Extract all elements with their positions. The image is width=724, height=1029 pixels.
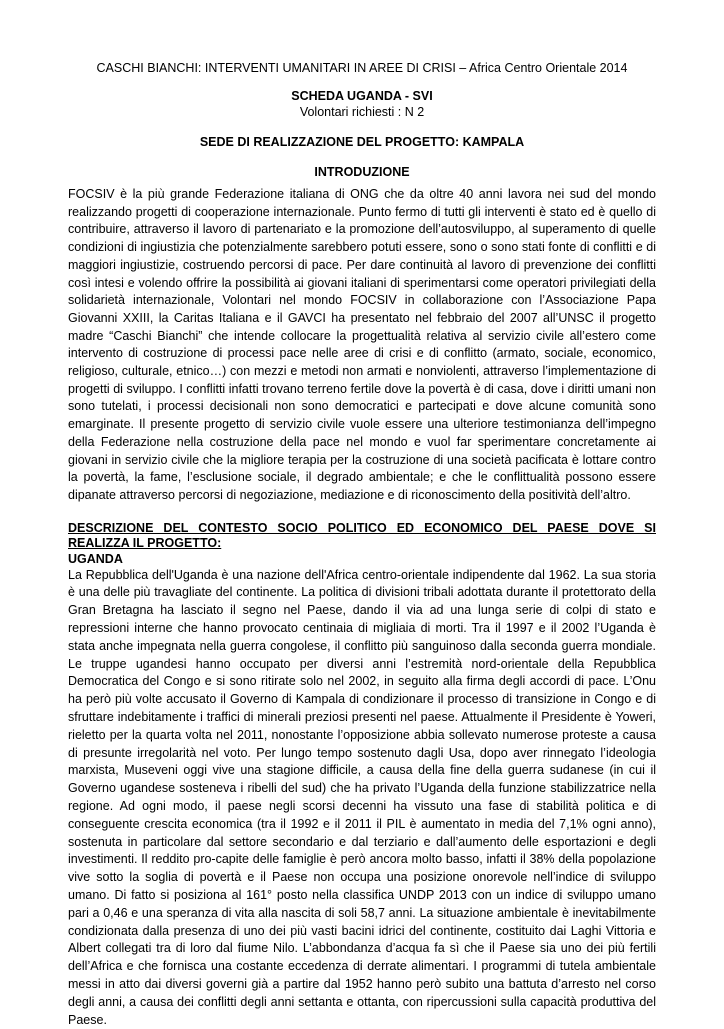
document-page [68,60,656,1029]
scheda-title: SCHEDA UGANDA - SVI [291,89,433,103]
sede-progetto: SEDE DI REALIZZAZIONE DEL PROGETTO: KAMPALA [199,135,525,149]
country-heading: UGANDA [68,551,123,566]
intro-heading: INTRODUZIONE [314,165,410,179]
volontari-richiesti: Volontari richiesti : N 2 [299,105,425,119]
intro-paragraph: FOCSIV è la più grande Federazione italiana di ONG che da oltre 40 anni lavora nei sud del mondo realizzando progetti di cooperazione internazionale. Punto fermo di tutti gli interventi è stato ed è quello di contribuire, attraverso il lavoro di partenariato e la promozione dell’autosviluppo, al superamento di quelle condizioni di ingiustizia che potenzialmente sarebbero potuti essere, sono o sono stati fonte di conflitti e di maggiori ingiustizie, costruendo percorsi di pace. Per dare continuità al lavoro di prevenzione dei conflitti così intesi e volendo offrire la possibilità ai giovani italiani di sperimentarsi come operatori privilegiati della solidarietà internazionale, Volontari nel mondo FOCSIV in collaborazione con l’Associazione Papa Giovanni XXIII, la Caritas Italiana e il GAVCI ha presentato nel febbraio del 2007 all’UNSC il progetto madre “Caschi Bianchi” che intende collocare la progettualità relativa al servizio civile all’estero come intervento di costruzione di processi pace nelle aree di crisi e di conflitto (armato, sociale, economico, religioso, culturale, etnico…) con mezzi e metodi non armati e nonviolenti, attraverso l’implementazione di progetti di sviluppo. I conflitti infatti trovano terreno fertile dove la povertà è di casa, dove i diritti umani non sono tutelati, i processi decisionali non sono democratici e partecipati e dove alcune comunità sono emarginate. Il presente progetto di servizio civile vuole essere una ulteriore testimonianza dell’impegno della Federazione nella costruzione della pace nel mondo e vuol far sperimentare concretamente ai giovani in servizio civile che la migliore terapia per la costruzione di una società pacificata è lottare contro la povertà, la fame, l’esclusione sociale, il degrado ambientale; e che le conflittualità possono essere dipanate attraverso percorsi di negoziazione, mediazione e di riconoscimento della positività dell’altro. [68,187,656,502]
uganda-paragraph: La Repubblica dell'Uganda è una nazione dell'Africa centro-orientale indipendente dal 1962. La sua storia è una delle più travagliate del continente. La politica di divisioni tribali adottata durante il protettorato della Gran Bretagna ha lasciato il segno nel Paese, dando il via ad una lunga serie di colpi di stato e repressioni interne che hanno provocato centinaia di migliaia di morti. Tra il 1997 e il 2002 l’Uganda è stata anche impegnata nella guerra congolese, il conflitto più sanguinoso dalla seconda guerra mondiale. Le truppe ugandesi hanno occupato per diversi anni l’estremità nord-orientale della Repubblica Democratica del Congo e si sono ritirate solo nel 2002, in seguito alla firma degli accordi di pace. L’Onu ha però più volte accusato il Governo di Kampala di condizionare il processo di transizione in Congo e di sfruttare indebitamente i traffici di minerali preziosi presenti nel paese. Attualmente il Presidente è Yoweri, rieletto per la quarta volta nel 2011, nonostante l’opposizione abbia sollevato numerose proteste a causa di presunte irregolarità nel voto. Per lungo tempo sostenuto dagli Usa, dopo aver rinnegato l’ideologia marxista, Museveni oggi vive una stagione difficile, a causa della fine della guerra sudanese (in cui il Governo ugandese sosteneva i ribelli del sud) che ha privato l’Uganda della funzione stabilizzatrice nella regione. Ad ogni modo, il paese negli scorsi decenni ha vissuto una fase di stabilità politica e di conseguente crescita economica (tra il 1992 e il 2011 il PIL è aumentato in media del 7,1% ogni anno), sostenuta in particolare dal settore secondario e dal terziario e dall’aumento delle esportazioni e degli investimenti. Il reddito pro-capite delle famiglie è però ancora molto basso, infatti il 38% della popolazione vive sotto la soglia di povertà e il Paese non occupa una posizione onorevole nell’indice di sviluppo umano. Di fatto si posiziona al 161° posto nella classifica UNDP 2013 con un indice di sviluppo umano pari a 0,46 e una speranza di vita alla nascita di soli 58,7 anni. La situazione ambientale è inevitabilmente condizionata dalla presenza di uno dei più vasti bacini idrici del continente, costituito dai Laghi Vittoria e Albert collegati tra di loro dal fiume Nilo. L’abbondanza d’acqua fa sì che il Paese sia uno dei più fertili dell’Africa e che fornisca una costante eccedenza di derrate alimentari. I programmi di tutela ambientale messi in atto dai diversi governi già a partire dal 1952 hanno però subito una battuta d’arresto nel corso degli anni, a causa dei conflitti degli anni settanta e ottanta, con ripercussioni sulla capacità produttiva del Paese. [68,567,656,1027]
context-heading: DESCRIZIONE DEL CONTESTO SOCIO POLITICO ED ECONOMICO DEL PAESE DOVE SI REALIZZA IL PROGETTO: [68,520,656,550]
document-header: CASCHI BIANCHI: INTERVENTI UMANITARI IN AREE DI CRISI – Africa Centro Orientale 2014 [96,61,628,75]
